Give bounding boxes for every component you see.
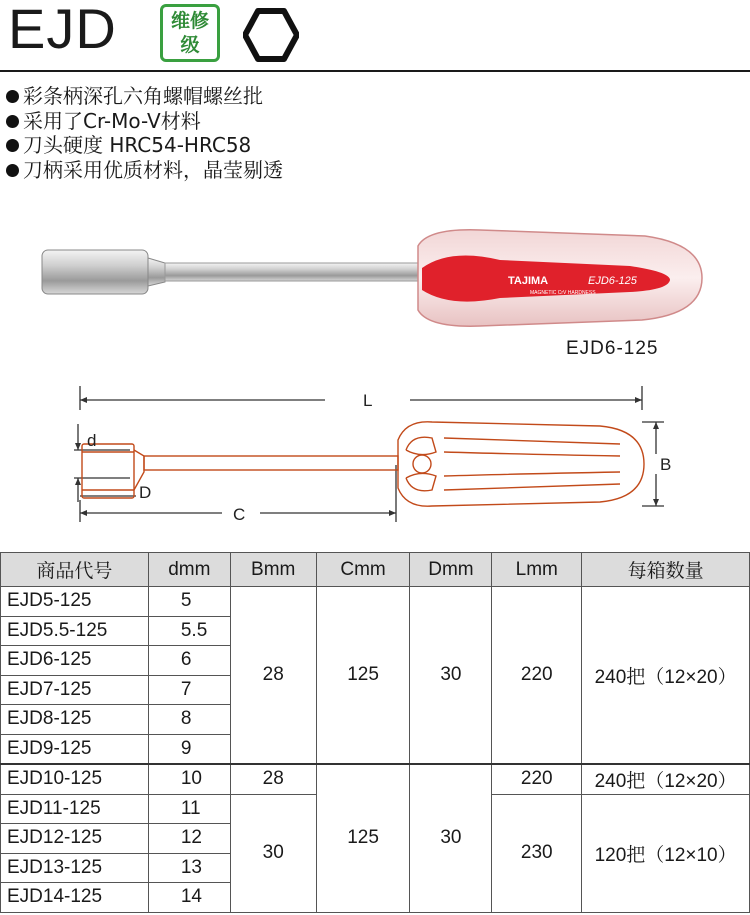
dd-value: 30 [410, 764, 492, 912]
grade-badge [160, 4, 220, 62]
label-B: B [660, 455, 672, 474]
table-row [1, 764, 750, 794]
d-value: 12 [148, 824, 230, 854]
qty-value: 120把（12×10） [582, 794, 750, 912]
column-header: Dmm [410, 553, 492, 587]
bullet-icon [6, 115, 19, 128]
b-value: 30 [230, 794, 316, 912]
product-code: EJD5.5-125 [1, 616, 149, 646]
feature-list [6, 84, 283, 182]
product-code: EJD12-125 [1, 824, 149, 854]
table-row [1, 587, 750, 617]
photo-caption: EJD6-125 [566, 338, 659, 359]
product-code: EJD7-125 [1, 675, 149, 705]
product-code: EJD8-125 [1, 705, 149, 735]
feature-item: 刀头硬度 HRC54-HRC58 [6, 133, 283, 158]
hexagon-icon [243, 8, 299, 62]
spec-table [0, 552, 750, 913]
header [0, 0, 750, 70]
product-code: EJD10-125 [1, 764, 149, 794]
d-value: 5.5 [148, 616, 230, 646]
dimension-diagram [60, 380, 690, 540]
label-C: C [233, 505, 246, 524]
handle-model: EJD6-125 [588, 275, 637, 287]
column-header: Lmm [492, 553, 582, 587]
label-D: D [139, 483, 152, 502]
column-header: 每箱数量 [582, 553, 750, 587]
column-header: Bmm [230, 553, 316, 587]
grade-badge-line2: 级 [180, 34, 200, 56]
product-photo [30, 218, 720, 336]
screwdriver-handle [418, 230, 702, 326]
product-code: EJD5-125 [1, 587, 149, 617]
d-value: 6 [148, 646, 230, 676]
d-value: 9 [148, 734, 230, 764]
product-code: EJD9-125 [1, 734, 149, 764]
dd-value: 30 [410, 587, 492, 765]
bullet-icon [6, 164, 19, 177]
b-value: 28 [230, 764, 316, 794]
d-value: 7 [148, 675, 230, 705]
d-value: 10 [148, 764, 230, 794]
c-value: 125 [316, 764, 410, 912]
feature-item: 刀柄采用优质材料，晶莹剔透 [6, 158, 283, 183]
l-value: 220 [492, 587, 582, 765]
tool-outline [82, 422, 644, 506]
column-header: 商品代号 [1, 553, 149, 587]
product-code: EJD14-125 [1, 883, 149, 913]
product-code: EJD11-125 [1, 794, 149, 824]
d-value: 13 [148, 853, 230, 883]
l-value: 230 [492, 794, 582, 912]
label-L: L [363, 391, 373, 410]
grade-badge-line1: 维修 [170, 10, 209, 32]
label-d: d [87, 431, 97, 450]
b-value: 28 [230, 587, 316, 765]
l-value: 220 [492, 764, 582, 794]
qty-value: 240把（12×20） [582, 587, 750, 765]
handle-subtext: MAGNETIC CrV HARDNESS [530, 290, 596, 296]
product-code: EJD13-125 [1, 853, 149, 883]
feature-item: 彩条柄深孔六角螺帽螺丝批 [6, 84, 283, 109]
c-value: 125 [316, 587, 410, 765]
column-header: Cmm [316, 553, 410, 587]
d-value: 14 [148, 883, 230, 913]
d-value: 8 [148, 705, 230, 735]
d-value: 5 [148, 587, 230, 617]
table-header-row [1, 553, 750, 587]
qty-value: 240把（12×20） [582, 764, 750, 794]
bullet-icon [6, 139, 19, 152]
product-code: EJD6-125 [1, 646, 149, 676]
header-divider [0, 70, 750, 72]
socket-shaft [42, 250, 420, 294]
bullet-icon [6, 90, 19, 103]
feature-item: 采用了Cr-Mo-V材料 [6, 109, 283, 134]
column-header: dmm [148, 553, 230, 587]
d-value: 11 [148, 794, 230, 824]
handle-brand: TAJIMA [508, 275, 549, 287]
model-title: EJD [8, 0, 117, 60]
